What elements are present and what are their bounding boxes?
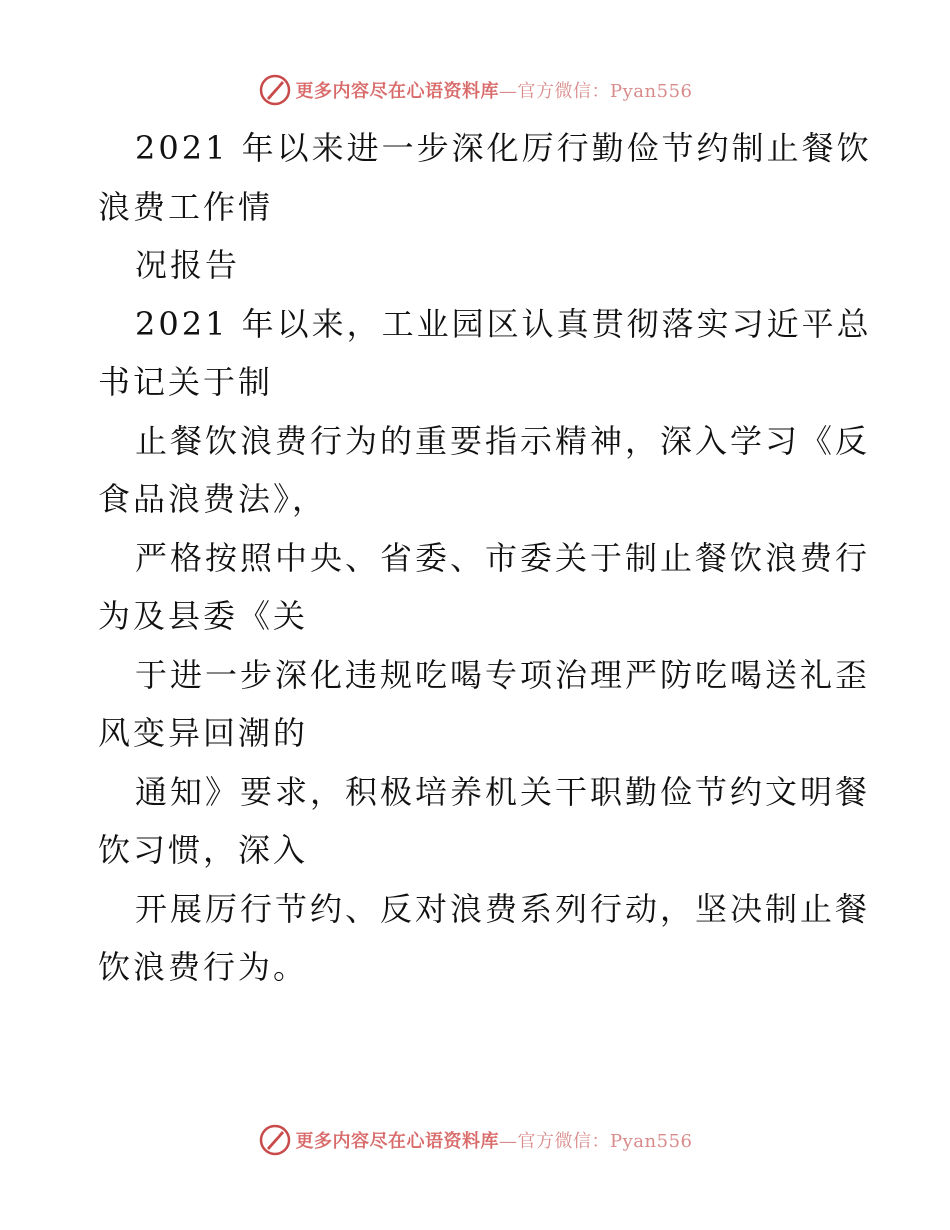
watermark-sub-text: —官方微信：Pyan556 bbox=[499, 81, 693, 102]
header-watermark bbox=[0, 70, 950, 110]
text-line: 通知》要求，积极培养机关干职勤俭节约文明餐 bbox=[135, 772, 871, 811]
text-line: 饮习惯，深入 bbox=[98, 831, 309, 869]
watermark-main-text: 更多内容尽在心语资料库 bbox=[295, 81, 500, 102]
footer-watermark bbox=[0, 1120, 950, 1160]
text-line: 饮浪费行为。 bbox=[98, 948, 309, 986]
text-line: 2021 年以来，工业园区认真贯彻落实习近平总 bbox=[135, 304, 872, 343]
text-line: 况报告 bbox=[135, 246, 241, 284]
text-line: 浪费工作情 bbox=[98, 187, 274, 226]
text-line: 风变异回潮的 bbox=[98, 714, 309, 752]
text-line: 严格按照中央、省委、市委关于制止餐饮浪费行 bbox=[135, 538, 871, 577]
text-line: 止餐饮浪费行为的重要指示精神，深入学习《反 bbox=[135, 421, 871, 460]
text-line: 书记关于制 bbox=[98, 363, 274, 401]
feather-pen-circle-icon bbox=[258, 1123, 292, 1157]
document-body bbox=[98, 122, 872, 1000]
watermark-main-text: 更多内容尽在心语资料库 bbox=[295, 1131, 500, 1152]
text-line: 2021 年以来进一步深化厉行勤俭节约制止餐饮 bbox=[135, 129, 872, 167]
text-line: 食品浪费法》， bbox=[98, 480, 328, 518]
feather-pen-circle-icon bbox=[258, 73, 292, 107]
text-line: 开展厉行节约、反对浪费系列行动，坚决制止餐 bbox=[135, 889, 871, 928]
text-line: 为及县委《关 bbox=[98, 597, 309, 635]
watermark-sub-text: —官方微信：Pyan556 bbox=[499, 1131, 693, 1152]
text-line: 于进一步深化违规吃喝专项治理严防吃喝送礼歪 bbox=[135, 655, 871, 694]
